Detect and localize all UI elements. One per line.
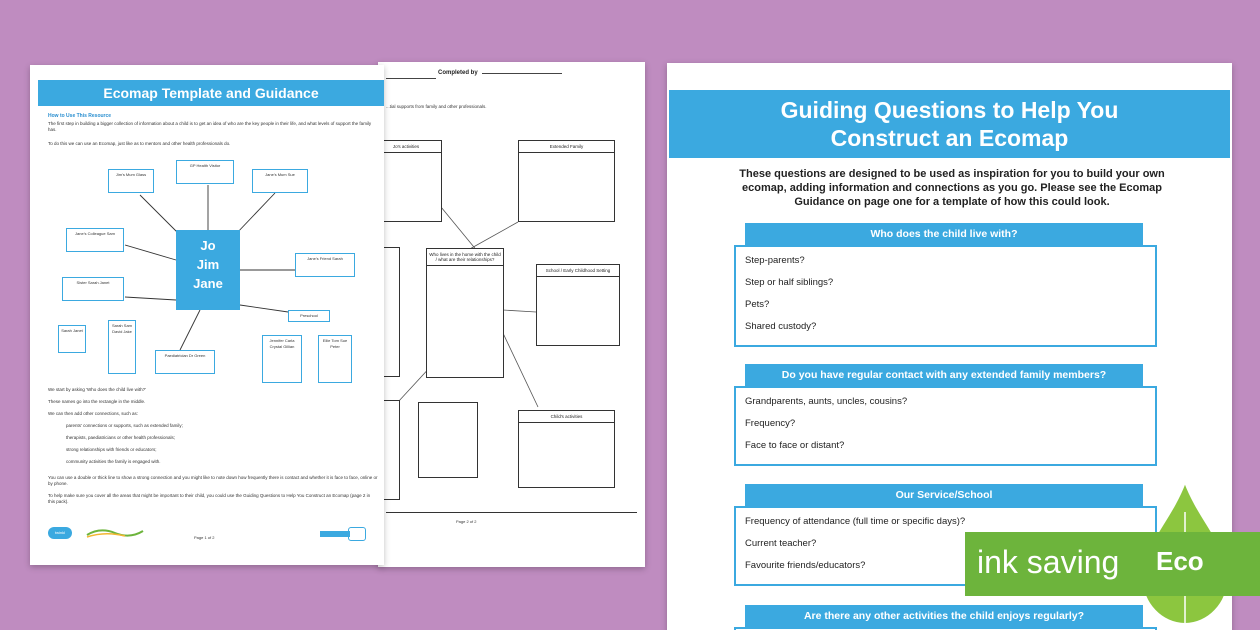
node-educators-1: Jennifer Carla Crystal Gillian: [262, 335, 302, 383]
ink-saving-label: ink saving: [977, 544, 1120, 580]
node-sarah-janet: Sarah Janet: [58, 325, 86, 353]
node-janes-mum: Jane's Mum Sue: [252, 169, 308, 193]
ecomap-lines: [30, 65, 384, 565]
howto-heading: How to Use This Resource: [48, 113, 112, 119]
node-educators-2: Ellie Tom Sue Peter: [318, 335, 352, 383]
questions-title-line-2: Construct an Ecomap: [830, 125, 1069, 151]
ink-saving-badge: [965, 532, 1260, 596]
node-sister: Sister Sarah Janet: [62, 277, 124, 301]
template-box-activities: Jo's activities: [378, 140, 442, 222]
question-item: Frequency?: [745, 418, 796, 429]
page-number: Page 1 of 2: [194, 535, 215, 540]
partner-logo-icon: [85, 527, 145, 539]
guidance-para-6: You can use a double or thick line to show a strong connection and you might like to note down how frequently there is contact and whether it is face to face, online or by phone.: [48, 475, 378, 486]
completed-by-label: Completed by: [438, 70, 478, 76]
template-footer: [386, 512, 637, 524]
bullet-3: strong relationships with friends or educators;: [66, 447, 157, 452]
centre-name-3: Jane: [193, 276, 223, 291]
template-intro: ...tial supports from family and other professionals.: [386, 104, 487, 109]
bullet-1: parents' connections or supports, such as extended family;: [66, 423, 183, 428]
section-heading-activities: Are there any other activities the child enjoys regularly?: [745, 605, 1143, 627]
ecomap-guidance-page: [30, 65, 384, 565]
node-children: Sarah Sam David Jake: [108, 320, 136, 374]
eco-label: Eco: [1156, 546, 1204, 576]
site-logo-icon: [348, 527, 366, 541]
guidance-para-2: To do this we can use an Ecomap, just like as to mentors and other health professionals do.: [48, 141, 231, 146]
question-item: Step-parents?: [745, 255, 805, 266]
section-heading-service: Our Service/School: [745, 484, 1143, 506]
node-preschool: Preschool: [288, 310, 330, 322]
guidance-para-5: We can then add other connections, such as:: [48, 411, 138, 416]
template-box-empty: [418, 402, 478, 478]
guidance-para-3: We start by asking 'Who does the child live with?': [48, 387, 146, 392]
question-item: Shared custody?: [745, 321, 817, 332]
question-item: Current teacher?: [745, 538, 817, 549]
twinkl-logo: twinkl: [48, 527, 72, 539]
node-janes-friend: Jane's Friend Sarah: [295, 253, 355, 277]
questions-description: These questions are designed to be used as inspiration for you to build your own ecomap, adding information and connections as you go. Please see the Ecomap Guidance on page one for a template of how this could look.: [739, 168, 1165, 208]
section-box-extended-family: [734, 386, 1157, 466]
template-box-extended-family: Extended Family: [518, 140, 615, 222]
question-item: Face to face or distant?: [745, 440, 845, 451]
centre-name-2: Jim: [196, 257, 220, 272]
template-box-home: Who lives in the home with the child / what are their relationships?: [426, 248, 504, 378]
questions-title-line-1: Guiding Questions to Help You: [780, 97, 1119, 123]
question-item: Favourite friends/educators?: [745, 560, 866, 571]
guidance-para-4: These names go into the rectangle in the middle.: [48, 399, 146, 404]
node-gp: GP Health Visitor: [176, 160, 234, 184]
template-box-school: School / Early Childhood Setting: [536, 264, 620, 346]
node-jims-mum: Jim's Mum Glass: [108, 169, 154, 193]
guidance-para-1: The first step in building a bigger collection of information about a child is to get an idea of who are the key people in their life, and what levels of support the family has.: [48, 121, 372, 132]
template-box-child-activities: Child's activities: [518, 410, 615, 488]
bullet-2: therapists, paediatricians or other health professionals;: [66, 435, 176, 440]
page-number: Page 2 of 2: [456, 519, 477, 524]
guidance-title: Ecomap Template and Guidance: [38, 80, 384, 106]
section-heading-lives-with: Who does the child live with?: [745, 223, 1143, 245]
bullet-4: community activities the family is engaged with.: [66, 459, 161, 464]
url-strip: [320, 531, 350, 537]
node-janes-colleague: Jane's Colleague Sam: [66, 228, 124, 252]
section-box-lives-with: [734, 245, 1157, 347]
question-item: Step or half siblings?: [745, 277, 834, 288]
section-heading-extended-family: Do you have regular contact with any extended family members?: [745, 364, 1143, 386]
centre-name-1: Jo: [200, 238, 216, 253]
node-paediatrician: Paediatrician Dr Green: [155, 350, 215, 374]
questions-title: [669, 90, 1230, 158]
centre-household: [176, 230, 240, 310]
ecomap-template-page: [378, 62, 645, 567]
question-item: Frequency of attendance (full time or specific days)?: [745, 516, 966, 527]
question-item: Grandparents, aunts, uncles, cousins?: [745, 396, 908, 407]
question-item: Pets?: [745, 299, 770, 310]
guidance-para-7: To help make sure you cover all the areas that might be important to their child, you could use the Guiding Questions to Help You Construct an Ecomap (page 2 in this pack).: [48, 493, 371, 504]
